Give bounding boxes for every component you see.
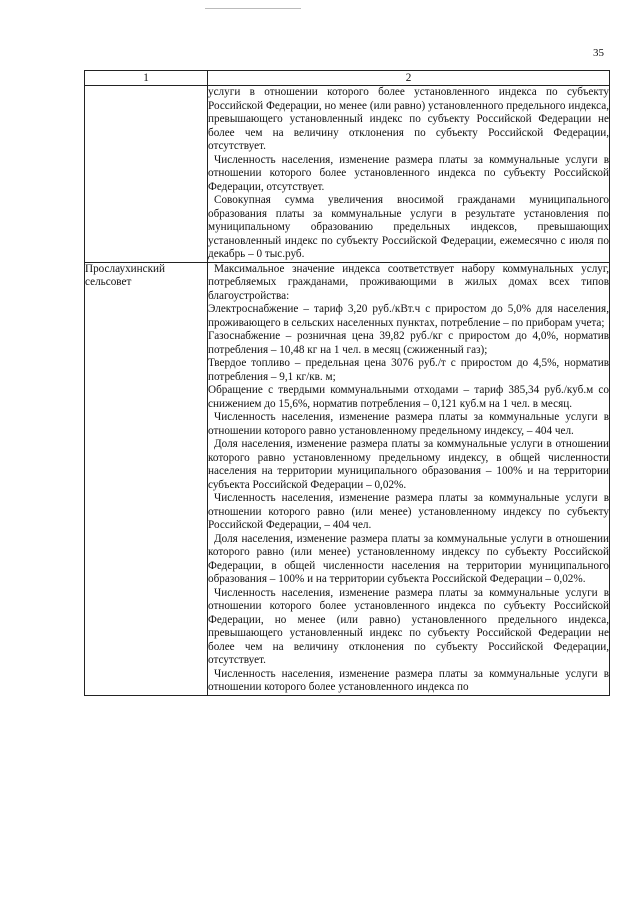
paragraph: Твердое топливо – предельная цена 3076 руб./т с приростом до 4,5%, норматив потребления – 9,1 кг/кв. м; — [208, 357, 609, 383]
paragraph: Численность населения, изменение размера платы за коммунальные услуги в отношении которого более установленного индекса по субъекту Российской Федерации, отсутствует. — [208, 153, 609, 193]
paragraph: Численность населения, изменение размера платы за коммунальные услуги в отношении которого равно установленному предельному индексу, – 404 чел. — [208, 411, 609, 437]
page-number: 35 — [593, 47, 604, 59]
paragraph: Численность населения, изменение размера платы за коммунальные услуги в отношении которого более установленного индекса по — [208, 667, 609, 693]
column-header-1: 1 — [85, 71, 208, 86]
paragraph: Численность населения, изменение размера платы за коммунальные услуги в отношении которого равно (или менее) установленному индексу по субъекту Российской Федерации, – 404 чел. — [208, 492, 609, 531]
paragraph: Электроснабжение – тариф 3,20 руб./кВт.ч с приростом до 5,0% для населения, проживающего в сельских населенных пунктах, потребление – по приборам учета; — [208, 303, 609, 329]
table-row — [85, 86, 610, 263]
description-cell — [208, 262, 610, 695]
paragraph: услуги в отношении которого более установленного индекса по субъекту Российской Федерации, но менее (или равно) установленного предельного индекса, превышающего установленный индекс по субъекту Российской Федерации не более чем на величину отклонения по субъекту Российской Федерации, отсутствует. — [208, 86, 609, 152]
description-cell — [208, 86, 610, 263]
table-header-row — [85, 71, 610, 86]
table-row — [85, 262, 610, 695]
paragraph: Газоснабжение – розничная цена 39,82 руб./кг с приростом до 4,0%, норматив потребления – 10,48 кг на 1 чел. в месяц (сжиженный газ); — [208, 330, 609, 356]
scan-artifact-line — [205, 8, 301, 9]
paragraph: Максимальное значение индекса соответствует набору коммунальных услуг, потребляемых гражданами, проживающими в жилых домах всех типов благоустройства: — [208, 262, 609, 302]
paragraph: Обращение с твердыми коммунальными отходами – тариф 385,34 руб./куб.м со снижением до 15,6%, норматив потребления – 0,121 куб.м на 1 чел. в месяц. — [208, 384, 609, 410]
index-table — [84, 70, 610, 696]
municipality-cell — [85, 86, 208, 263]
paragraph: Доля населения, изменение размера платы за коммунальные услуги в отношении которого равно установленному предельному индексу, в общей численности населения на территории муниципального образования – 100% и на территории субъекта Российской Федерации – 0,02%. — [208, 438, 609, 491]
municipality-cell: Прослаухинский сельсовет — [85, 262, 208, 695]
column-header-2: 2 — [208, 71, 610, 86]
paragraph: Совокупная сумма увеличения вносимой гражданами муниципального образования платы за коммунальные услуги в результате установления по муниципальному образованию предельных индексов, превышающих установленный индекс по субъекту Российской Федерации, ежемесячно с июля по декабрь – 0 тыс.руб. — [208, 194, 609, 260]
paragraph: Численность населения, изменение размера платы за коммунальные услуги в отношении которого более установленного индекса по субъекту Российской Федерации, но менее (или равно) установленного предельного индекса, превышающего установленный индекс по субъекту Российской Федерации не более чем на величину отклонения по субъекту Российской Федерации, отсутствует. — [208, 586, 609, 666]
paragraph: Доля населения, изменение размера платы за коммунальные услуги в отношении которого равно (или менее) установленному индексу по субъекту Российской Федерации, в общей численности населения на территории муниципального образования – 100% и на территории субъекта Российской Федерации – 0,02%. — [208, 532, 609, 585]
